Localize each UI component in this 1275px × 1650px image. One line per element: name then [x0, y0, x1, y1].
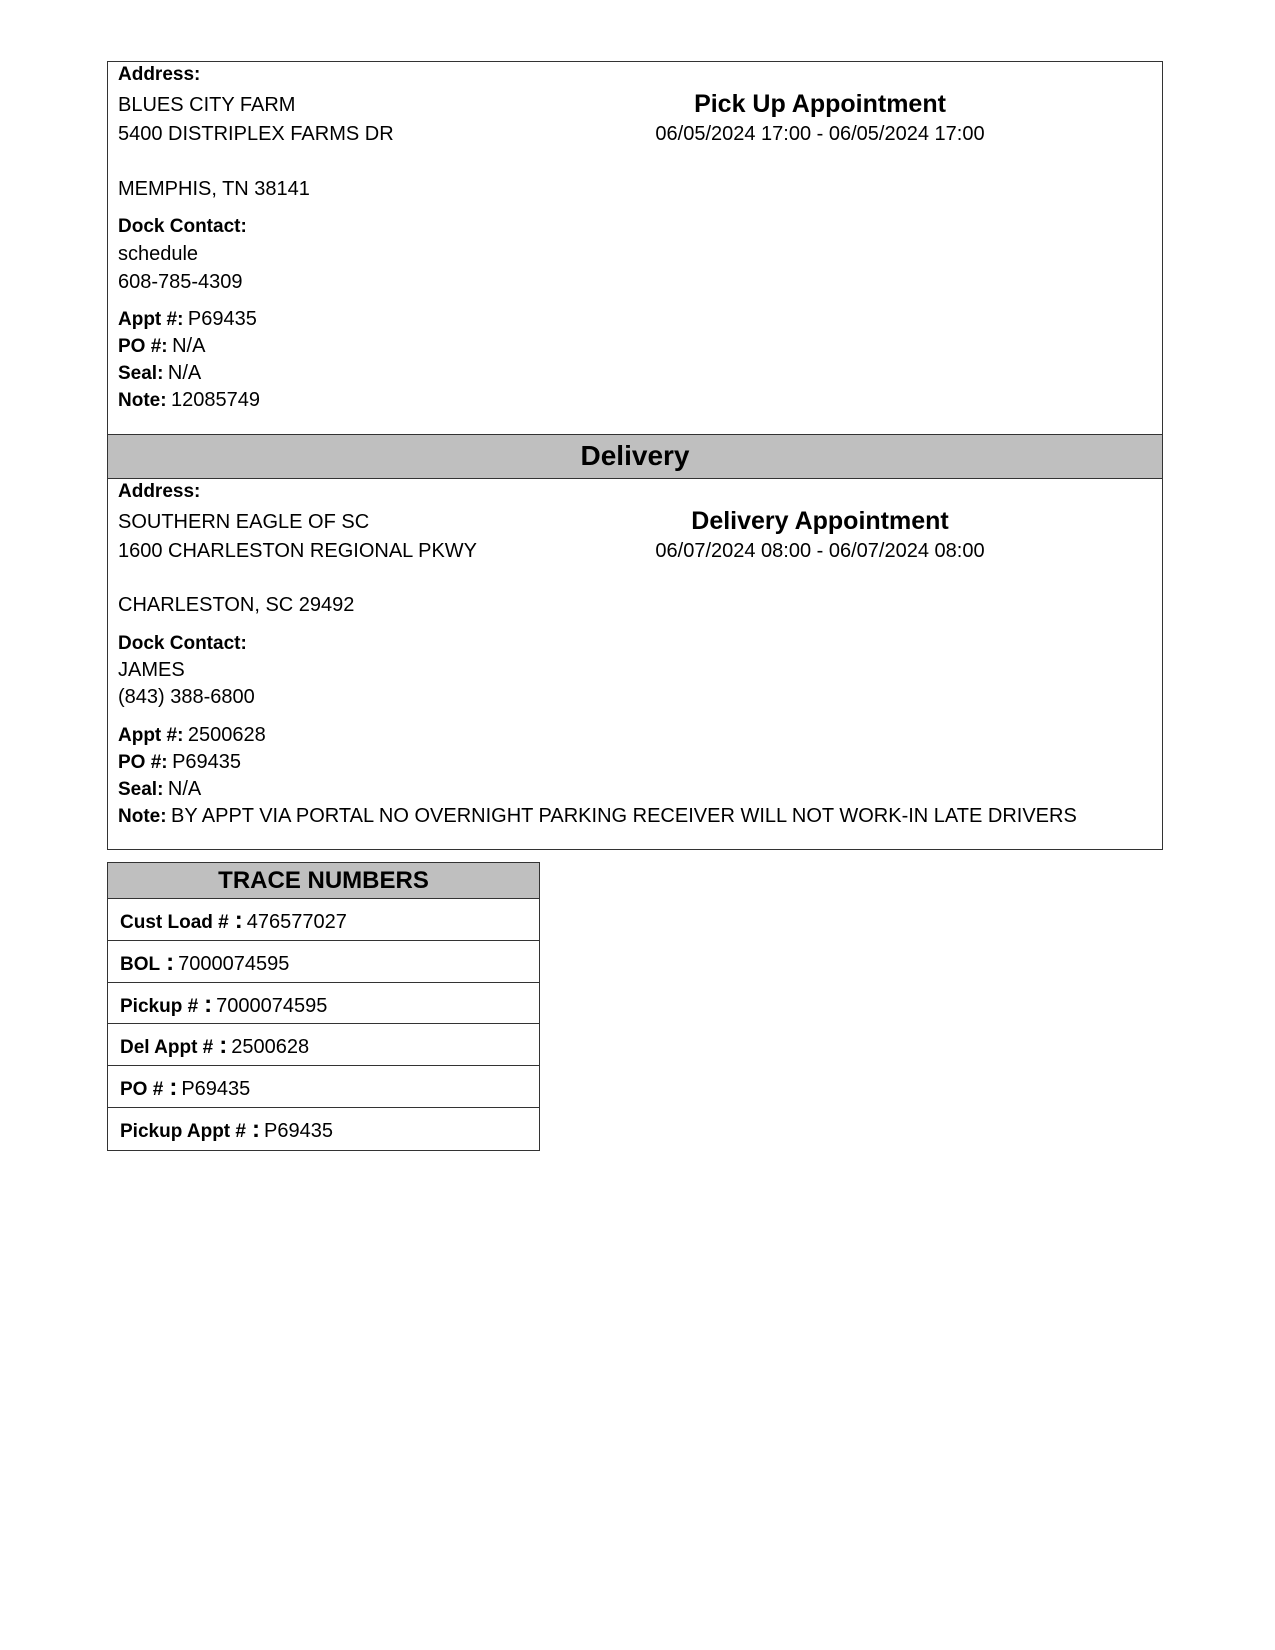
pickup-note-value: 12085749	[171, 389, 260, 411]
delivery-city-line: CHARLESTON, SC 29492	[118, 594, 355, 616]
pickup-seal-line	[118, 362, 201, 385]
trace-row	[108, 1066, 539, 1108]
trace-label: Cust Load #	[120, 912, 229, 933]
trace-numbers-title: TRACE NUMBERS	[108, 863, 539, 899]
delivery-dock-contact-name: JAMES	[118, 659, 185, 681]
trace-colon: :	[251, 1115, 260, 1143]
delivery-appointment-title: Delivery Appointment	[691, 507, 949, 535]
pickup-po-label: PO #:	[118, 336, 168, 357]
pickup-appt-label: Appt #:	[118, 309, 184, 330]
trace-value: 7000074595	[178, 952, 290, 975]
trace-row	[108, 1108, 539, 1150]
trace-label: BOL	[120, 953, 161, 975]
trace-colon: :	[166, 948, 175, 976]
delivery-seal-line	[118, 778, 201, 801]
delivery-appointment-time: 06/07/2024 08:00 - 06/07/2024 08:00	[655, 540, 985, 562]
delivery-po-line	[118, 751, 241, 774]
delivery-appt-value: 2500628	[187, 724, 266, 746]
trace-value: 7000074595	[216, 994, 328, 1017]
pickup-appt-value: P69435	[187, 308, 257, 330]
delivery-dock-contact-label: Dock Contact:	[118, 633, 247, 654]
delivery-name: SOUTHERN EAGLE OF SC	[118, 511, 370, 533]
delivery-section-header: Delivery	[108, 434, 1162, 479]
pickup-appointment-title: Pick Up Appointment	[694, 90, 946, 118]
pickup-section	[108, 62, 1162, 434]
pickup-appointment-time: 06/05/2024 17:00 - 06/05/2024 17:00	[655, 123, 985, 145]
delivery-seal-value: N/A	[167, 778, 202, 800]
trace-colon: :	[234, 907, 243, 934]
pickup-note-line	[118, 389, 260, 412]
pickup-appt-line	[118, 308, 257, 331]
pickup-po-value: N/A	[172, 335, 206, 357]
trace-row	[108, 1024, 539, 1066]
delivery-appt-label: Appt #:	[118, 725, 184, 746]
trace-colon: :	[204, 990, 213, 1018]
shipment-details-box	[107, 61, 1163, 850]
pickup-city-line: MEMPHIS, TN 38141	[118, 178, 310, 200]
delivery-note-line	[118, 805, 1077, 828]
trace-label: Del Appt #	[120, 1037, 214, 1059]
delivery-note-value: BY APPT VIA PORTAL NO OVERNIGHT PARKING RECEIVER WILL NOT WORK-IN LATE DRIVERS	[171, 805, 1077, 827]
pickup-dock-contact-label: Dock Contact:	[118, 216, 247, 237]
pickup-po-line	[118, 335, 205, 358]
pickup-seal-label: Seal:	[118, 363, 164, 384]
delivery-dock-contact-phone: (843) 388-6800	[118, 686, 255, 708]
trace-row	[108, 941, 539, 983]
trace-colon: :	[219, 1032, 228, 1060]
delivery-note-label: Note:	[118, 806, 167, 827]
trace-colon: :	[169, 1074, 178, 1102]
trace-label: Pickup #	[120, 995, 199, 1017]
delivery-po-value: P69435	[172, 751, 242, 773]
trace-label: PO #	[120, 1079, 164, 1101]
trace-label: Pickup Appt #	[120, 1120, 246, 1142]
trace-value: 476577027	[246, 911, 347, 933]
pickup-street: 5400 DISTRIPLEX FARMS DR	[118, 123, 394, 145]
delivery-street: 1600 CHARLESTON REGIONAL PKWY	[118, 540, 478, 562]
trace-value: P69435	[181, 1078, 251, 1101]
delivery-po-label: PO #:	[118, 752, 168, 773]
trace-numbers-table	[107, 862, 540, 1151]
delivery-seal-label: Seal:	[118, 779, 164, 800]
pickup-address-label: Address:	[118, 64, 201, 85]
trace-value: 2500628	[231, 1036, 310, 1059]
trace-row	[108, 983, 539, 1025]
delivery-address-label: Address:	[118, 481, 201, 502]
trace-row	[108, 899, 539, 941]
delivery-appt-line	[118, 724, 266, 747]
pickup-dock-contact-name: schedule	[118, 243, 199, 265]
pickup-dock-contact-phone: 608-785-4309	[118, 271, 243, 293]
pickup-seal-value: N/A	[167, 362, 202, 384]
trace-value: P69435	[263, 1119, 333, 1142]
pickup-name: BLUES CITY FARM	[118, 94, 296, 116]
pickup-note-label: Note:	[118, 390, 167, 411]
delivery-section	[108, 479, 1162, 849]
